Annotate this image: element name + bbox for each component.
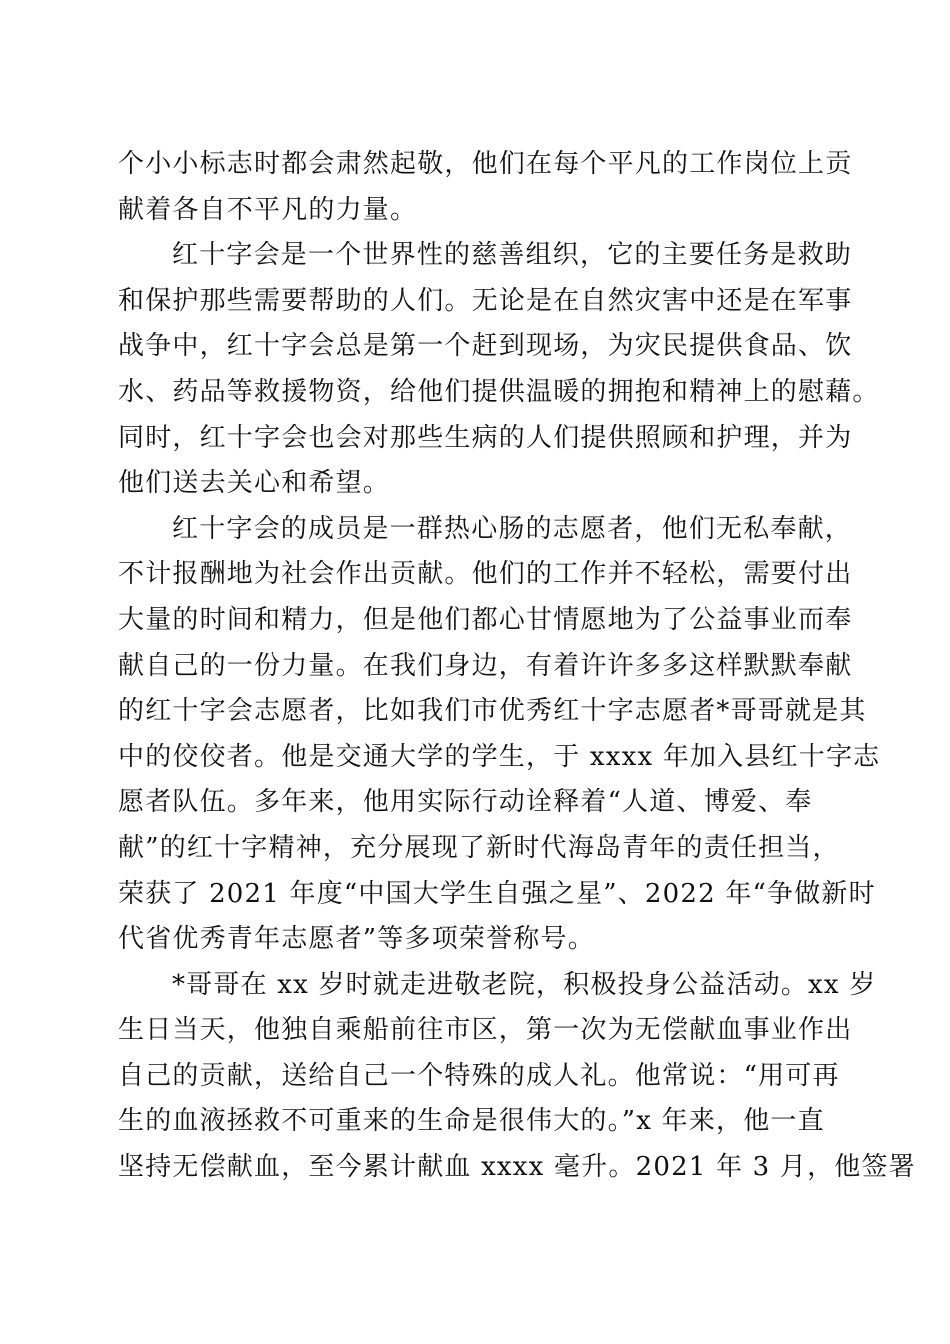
text-line: 自己的贡献，送给自己一个特殊的成人礼。他常说：“用可再 <box>118 1060 840 1091</box>
body-text <box>118 142 916 1191</box>
text-line: 和保护那些需要帮助的人们。无论是在自然灾害中还是在军事 <box>118 285 853 316</box>
text-line: *哥哥在 xx 岁时就走进敬老院，积极投身公益活动。xx 岁 <box>172 969 877 1000</box>
text-line: 同时，红十字会也会对那些生病的人们提供照顾和护理，并为 <box>118 422 853 453</box>
text-line: 大量的时间和精力，但是他们都心甘情愿地为了公益事业而奉 <box>118 604 853 635</box>
text-line: 生日当天，他独自乘船前往市区，第一次为无偿献血事业作出 <box>118 1015 853 1046</box>
text-line: 中的佼佼者。他是交通大学的学生，于 xxxx 年加入县红十字志 <box>118 741 881 772</box>
text-line: 他们送去关心和希望。 <box>118 468 391 499</box>
text-line: 坚持无偿献血，至今累计献血 xxxx 毫升。2021 年 3 月，他签署 <box>118 1152 916 1183</box>
text-line: 生的血液拯救不可重来的生命是很伟大的。”x 年来，他一直 <box>118 1106 825 1137</box>
text-line: 不计报酬地为社会作出贡献。他们的工作并不轻松，需要付出 <box>118 559 853 590</box>
text-line: 荣获了 2021 年度“中国大学生自强之星”、2022 年“争做新时 <box>118 878 876 909</box>
text-line: 红十字会是一个世界性的慈善组织，它的主要任务是救助 <box>172 240 853 271</box>
text-line: 红十字会的成员是一群热心肠的志愿者，他们无私奉献， <box>172 513 853 544</box>
text-line: 的红十字会志愿者，比如我们市优秀红十字志愿者*哥哥就是其 <box>118 696 867 727</box>
text-line: 代省优秀青年志愿者”等多项荣誉称号。 <box>118 924 595 955</box>
text-line: 献着各自不平凡的力量。 <box>118 194 418 225</box>
text-line: 个小小标志时都会肃然起敬，他们在每个平凡的工作岗位上贡 <box>118 149 853 179</box>
text-line: 水、药品等救援物资，给他们提供温暖的拥抱和精神上的慰藉。 <box>118 376 880 407</box>
text-line: 愿者队伍。多年来，他用实际行动诠释着“人道、博爱、奉 <box>118 787 813 818</box>
text-line: 献”的红十字精神，充分展现了新时代海岛青年的责任担当， <box>118 832 840 863</box>
text-line: 战争中，红十字会总是第一个赶到现场，为灾民提供食品、饮 <box>118 331 853 362</box>
text-line: 献自己的一份力量。在我们身边，有着许许多多这样默默奉献 <box>118 650 853 681</box>
